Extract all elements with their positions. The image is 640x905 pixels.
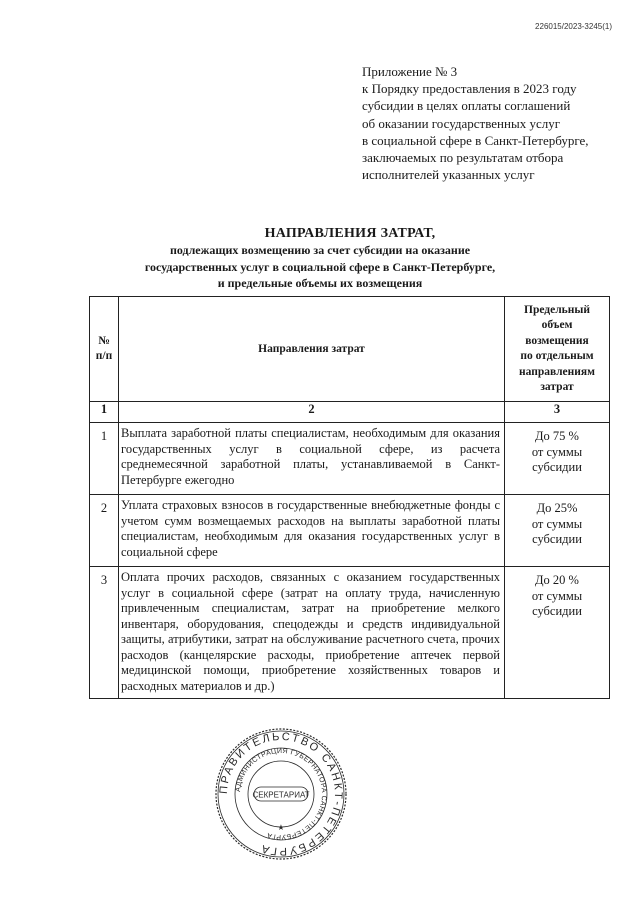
document-title — [0, 226, 640, 292]
header-limit-line: направлениям — [519, 365, 595, 378]
header-limit-line: объем — [541, 319, 573, 331]
table-row — [90, 495, 610, 567]
column-number: 2 — [119, 402, 505, 423]
row-index: 1 — [90, 423, 119, 495]
seal-center-text: СЕКРЕТАРИАТ — [252, 790, 310, 800]
column-number: 1 — [90, 402, 119, 423]
title-sub-line: подлежащих возмещению за счет субсидии на оказание — [169, 243, 471, 257]
row-limit-line: субсидии — [532, 460, 582, 474]
row-limit — [505, 495, 610, 567]
header-number-line: п/п — [95, 350, 113, 362]
row-limit — [505, 423, 610, 495]
seal-star-icon: ★ — [277, 823, 285, 832]
row-limit-line: До 75 % — [535, 429, 579, 443]
header-number — [90, 297, 119, 402]
header-limit-line: возмещения — [525, 334, 589, 347]
annex-line: исполнителей указанных услуг — [362, 167, 535, 183]
row-index: 2 — [90, 495, 119, 567]
header-limit — [505, 297, 610, 402]
title-main: НАПРАВЛЕНИЯ ЗАТРАТ, — [264, 226, 436, 241]
annex-line: об оказании государственных услуг — [362, 115, 561, 131]
row-limit-line: До 25% — [536, 501, 578, 515]
annex-line: в социальной сфере в Санкт-Петербурге, — [362, 132, 589, 148]
table-row — [90, 423, 610, 495]
row-limit-line: от суммы — [531, 588, 583, 603]
title-sub-line: государственных услуг в социальной сфере в Санкт-Петербурге, — [144, 259, 496, 274]
row-limit-line: от суммы — [531, 516, 583, 531]
row-description: Оплата прочих расходов, связанных с оказанием государственных услуг в социальной сфере (затрат на оплату труда, начисленную привлеченным специалистам, затрат на приобретение мелкого инвентаря, оборудования, спецодежды и средств индивидуальной защиты, атрибутики, затрат на обслуживание расчетного счета, прочих расходов (канцелярские расходы, приобретение аптечек первой медицинской помощи, приобретение хозяйственных товаров и расходных материалов и др.) — [119, 567, 505, 699]
table-row — [90, 567, 610, 699]
row-limit — [505, 567, 610, 699]
annex-line: Приложение № 3 — [362, 64, 458, 79]
row-description: Уплата страховых взносов в государственные внебюджетные фонды с учетом сумм возмещаемых расходов на выплаты заработной платы специалистам, необходимым для оказания государственных услуг в социальной сфере — [119, 495, 505, 567]
header-number-line: № — [98, 335, 110, 347]
document-registration-number: 226015/2023-3245(1) — [535, 22, 612, 31]
cost-directions-table — [89, 296, 610, 699]
header-limit-line: по отдельным — [520, 350, 594, 362]
row-description: Выплата заработной платы специалистам, необходимым для оказания государственных услуг в социальной сфере, из расчета среднемесячной заработной платы, устанавливаемой в Санкт-Петербурге ежегодно — [119, 423, 505, 495]
table-header-row — [90, 297, 610, 402]
annex-line: к Порядку предоставления в 2023 году — [362, 81, 577, 97]
column-number-row — [90, 402, 610, 423]
header-limit-line: затрат — [540, 381, 574, 393]
annex-line: заключаемых по результатам отбора — [362, 150, 564, 166]
row-limit-line: от суммы — [531, 444, 583, 459]
annex-line: субсидии в целях оплаты соглашений — [362, 98, 571, 114]
title-sub-line: и предельные объемы их возмещения — [217, 276, 423, 290]
row-index: 3 — [90, 567, 119, 699]
annex-header — [362, 63, 612, 183]
row-limit-line: До 20 % — [535, 573, 579, 587]
official-seal — [214, 727, 348, 861]
row-limit-line: субсидии — [532, 604, 582, 618]
seal-outer-text: ПРАВИТЕЛЬСТВО САНКТ-ПЕТЕРБУРГА — [217, 730, 345, 858]
seal-inner-text: АДМИНИСТРАЦИЯ ГУБЕРНАТОРА САНКТ-ПЕТЕРБУРГА — [234, 747, 328, 841]
header-direction: Направления затрат — [119, 297, 505, 402]
column-number: 3 — [505, 402, 610, 423]
header-limit-line: Предельный — [524, 303, 590, 316]
row-limit-line: субсидии — [532, 532, 582, 546]
